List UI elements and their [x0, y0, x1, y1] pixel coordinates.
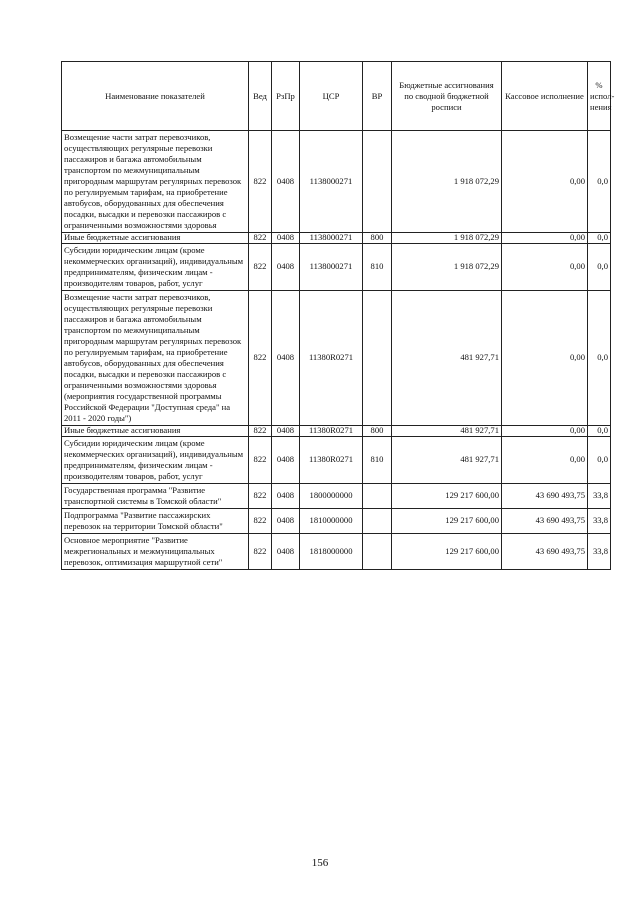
table-row: [62, 290, 611, 425]
row-rzpr: 0408: [272, 233, 300, 244]
row-ved: 822: [249, 290, 272, 425]
header-cash-execution: Кассовое исполнение: [502, 62, 588, 131]
row-cash: 0,00: [502, 243, 588, 290]
row-assignments: 481 927,71: [392, 425, 502, 436]
row-csr: 11380R0271: [300, 290, 363, 425]
row-ved: 822: [249, 243, 272, 290]
row-assignments: 129 217 600,00: [392, 533, 502, 569]
table-row: [62, 243, 611, 290]
row-vr: [363, 508, 392, 533]
row-cash: 0,00: [502, 290, 588, 425]
row-assignments: 481 927,71: [392, 436, 502, 483]
header-percent: % испол-нения: [588, 62, 611, 131]
header-vr: ВР: [363, 62, 392, 131]
row-vr: [363, 290, 392, 425]
table-row: [62, 508, 611, 533]
row-name: Иные бюджетные ассигнования: [62, 233, 249, 244]
row-ved: 822: [249, 533, 272, 569]
row-rzpr: 0408: [272, 533, 300, 569]
row-assignments: 1 918 072,29: [392, 233, 502, 244]
row-rzpr: 0408: [272, 436, 300, 483]
header-assignments: Бюджетные ассигнования по сводной бюджетной росписи: [392, 62, 502, 131]
row-ved: 822: [249, 425, 272, 436]
table-row: [62, 483, 611, 508]
row-rzpr: 0408: [272, 290, 300, 425]
row-rzpr: 0408: [272, 508, 300, 533]
row-vr: [363, 533, 392, 569]
row-cash: 0,00: [502, 436, 588, 483]
row-rzpr: 0408: [272, 425, 300, 436]
row-ved: 822: [249, 483, 272, 508]
row-rzpr: 0408: [272, 243, 300, 290]
row-rzpr: 0408: [272, 483, 300, 508]
row-percent: 0,0: [588, 425, 611, 436]
header-rzpr: РзПр: [272, 62, 300, 131]
row-csr: 1810000000: [300, 508, 363, 533]
row-csr: 1138000271: [300, 233, 363, 244]
row-csr: 11380R0271: [300, 425, 363, 436]
row-assignments: 481 927,71: [392, 290, 502, 425]
row-name: Подпрограмма "Развитие пассажирских перевозок на территории Томской области": [62, 508, 249, 533]
row-vr: 810: [363, 243, 392, 290]
row-ved: 822: [249, 436, 272, 483]
row-assignments: 129 217 600,00: [392, 508, 502, 533]
row-name: Возмещение части затрат перевозчиков, осуществляющих регулярные перевозки пассажиров и багажа автомобильным транспортом по межмуниципальным пригородным маршрутам регулярных перевозок по регулируемым тарифам, на приобретение автобусов, оборудованных для обеспечения посадки, высадки и перевозки пассажиров с ограниченными возможностями здоровья: [62, 131, 249, 233]
row-percent: 0,0: [588, 233, 611, 244]
row-percent: 0,0: [588, 290, 611, 425]
row-percent: 0,0: [588, 436, 611, 483]
row-csr: 1800000000: [300, 483, 363, 508]
row-vr: 810: [363, 436, 392, 483]
header-name: Наименование показателей: [62, 62, 249, 131]
row-name: Субсидии юридическим лицам (кроме некоммерческих организаций), индивидуальным предпринимателям, физическим лицам - производителям товаров, работ, услуг: [62, 243, 249, 290]
row-vr: 800: [363, 425, 392, 436]
row-vr: [363, 483, 392, 508]
row-name: Возмещение части затрат перевозчиков, осуществляющих регулярные перевозки пассажиров и багажа автомобильным транспортом по межмуниципальным пригородным маршрутам регулярных перевозок по регулируемым тарифам, на приобретение автобусов, оборудованных для обеспечения посадки, высадки и перевозки пассажиров с ограниченными возможностями здоровья (мероприятия государственной программы Российской Федерации "Доступная среда" на 2011 - 2020 годы"): [62, 290, 249, 425]
row-percent: 33,8: [588, 483, 611, 508]
row-csr: 1138000271: [300, 243, 363, 290]
table-row: [62, 533, 611, 569]
row-ved: 822: [249, 233, 272, 244]
row-name: Государственная программа "Развитие транспортной системы в Томской области": [62, 483, 249, 508]
row-percent: 0,0: [588, 243, 611, 290]
row-assignments: 129 217 600,00: [392, 483, 502, 508]
budget-execution-table: [61, 61, 615, 570]
header-ved: Вед: [249, 62, 272, 131]
row-percent: 33,8: [588, 533, 611, 569]
table-row: [62, 233, 611, 244]
row-cash: 0,00: [502, 233, 588, 244]
header-csr: ЦСР: [300, 62, 363, 131]
row-ved: 822: [249, 131, 272, 233]
row-name: Иные бюджетные ассигнования: [62, 425, 249, 436]
row-cash: 0,00: [502, 425, 588, 436]
row-assignments: 1 918 072,29: [392, 131, 502, 233]
row-vr: 800: [363, 233, 392, 244]
row-percent: 0,0: [588, 131, 611, 233]
row-vr: [363, 131, 392, 233]
table-row: [62, 131, 611, 233]
row-cash: 43 690 493,75: [502, 483, 588, 508]
row-cash: 43 690 493,75: [502, 508, 588, 533]
row-cash: 43 690 493,75: [502, 533, 588, 569]
row-cash: 0,00: [502, 131, 588, 233]
page-number: 156: [311, 857, 329, 869]
row-ved: 822: [249, 508, 272, 533]
table-row: [62, 436, 611, 483]
row-rzpr: 0408: [272, 131, 300, 233]
row-percent: 33,8: [588, 508, 611, 533]
row-name: Субсидии юридическим лицам (кроме некоммерческих организаций), индивидуальным предпринимателям, физическим лицам - производителям товаров, работ, услуг: [62, 436, 249, 483]
row-csr: 11380R0271: [300, 436, 363, 483]
row-csr: 1138000271: [300, 131, 363, 233]
row-name: Основное мероприятие "Развитие межрегиональных и межмуниципальных перевозок, оптимизация маршрутной сети": [62, 533, 249, 569]
table-row: [62, 425, 611, 436]
row-csr: 1818000000: [300, 533, 363, 569]
row-assignments: 1 918 072,29: [392, 243, 502, 290]
table-header-row: [62, 62, 611, 131]
